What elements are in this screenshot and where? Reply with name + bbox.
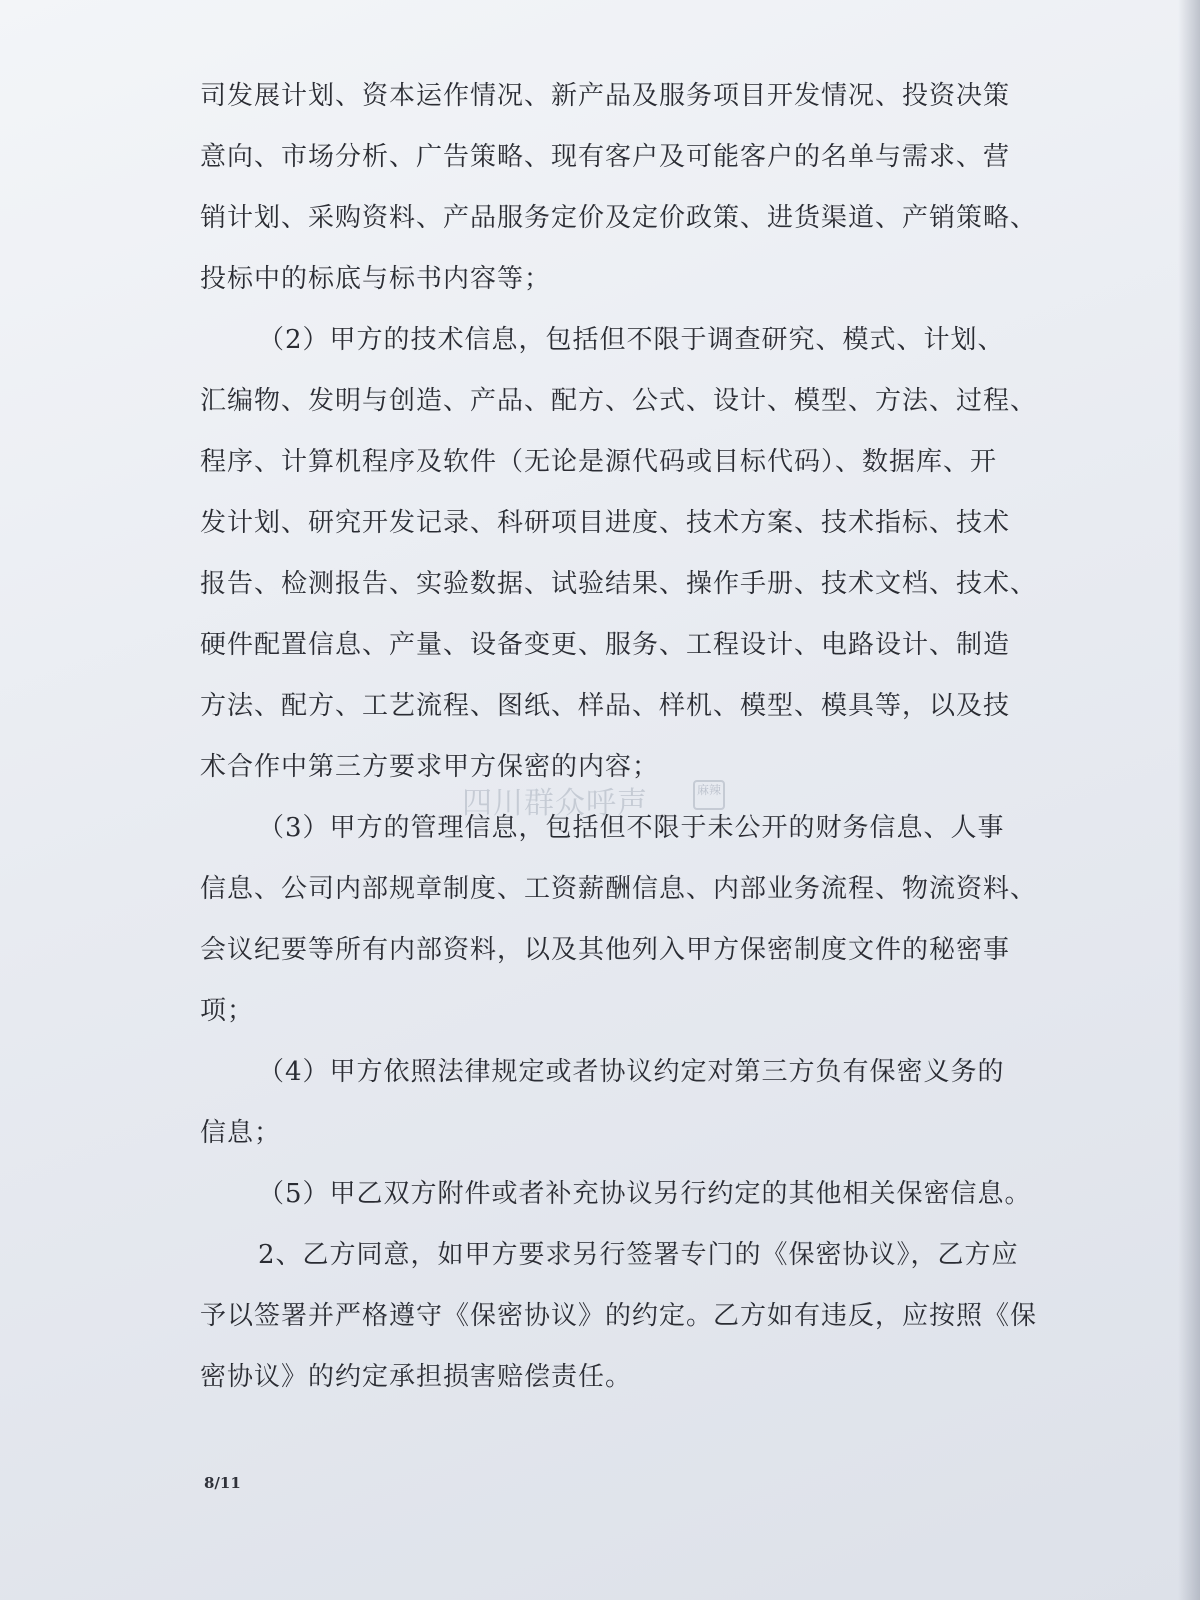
text-line: （4）甲方依照法律规定或者协议约定对第三方负有保密义务的: [258, 1057, 1005, 1087]
text-line: （5）甲乙双方附件或者补充协议另行约定的其他相关保密信息。: [258, 1179, 1032, 1209]
text-line: 信息；: [200, 1118, 282, 1148]
text-line: 予以签署并严格遵守《保密协议》的约定。乙方如有违反，应按照《保: [200, 1301, 1038, 1331]
text-line: 方法、配方、工艺流程、图纸、样品、样机、模型、模具等，以及技: [200, 691, 1011, 721]
page-edge-shadow: [1178, 0, 1200, 1600]
text-line: 投标中的标底与标书内容等；: [200, 264, 552, 294]
text-line: 司发展计划、资本运作情况、新产品及服务项目开发情况、投资决策: [200, 81, 1011, 111]
text-line: 会议纪要等所有内部资料，以及其他列入甲方保密制度文件的秘密事: [200, 935, 1011, 965]
text-line: （2）甲方的技术信息，包括但不限于调查研究、模式、计划、: [258, 325, 1005, 355]
text-line: 发计划、研究开发记录、科研项目进度、技术方案、技术指标、技术: [200, 508, 1011, 538]
page-number: 8/11: [204, 1474, 241, 1492]
text-line: 术合作中第三方要求甲方保密的内容；: [200, 752, 660, 782]
text-line: 信息、公司内部规章制度、工资薪酬信息、内部业务流程、物流资料、: [200, 874, 1038, 904]
watermark-text: 四川群众呼声: [462, 786, 648, 821]
text-line: 密协议》的约定承担损害赔偿责任。: [200, 1362, 633, 1392]
text-line: 汇编物、发明与创造、产品、配方、公式、设计、模型、方法、过程、: [200, 386, 1038, 416]
text-line: 销计划、采购资料、产品服务定价及定价政策、进货渠道、产销策略、: [200, 203, 1038, 233]
text-line: 硬件配置信息、产量、设备变更、服务、工程设计、电路设计、制造: [200, 630, 1011, 660]
text-line: 意向、市场分析、广告策略、现有客户及可能客户的名单与需求、营: [200, 142, 1011, 172]
document-body: [200, 66, 1038, 1408]
text-line: 报告、检测报告、实验数据、试验结果、操作手册、技术文档、技术、: [200, 569, 1038, 599]
text-line: 项；: [200, 996, 255, 1026]
watermark-logo: 麻辣: [693, 780, 725, 810]
text-line: 程序、计算机程序及软件（无论是源代码或目标代码）、数据库、开: [200, 447, 998, 477]
text-line: 2、乙方同意，如甲方要求另行签署专门的《保密协议》，乙方应: [258, 1240, 1019, 1270]
text-line: （3）甲方的管理信息，包括但不限于未公开的财务信息、人事: [258, 813, 1005, 843]
